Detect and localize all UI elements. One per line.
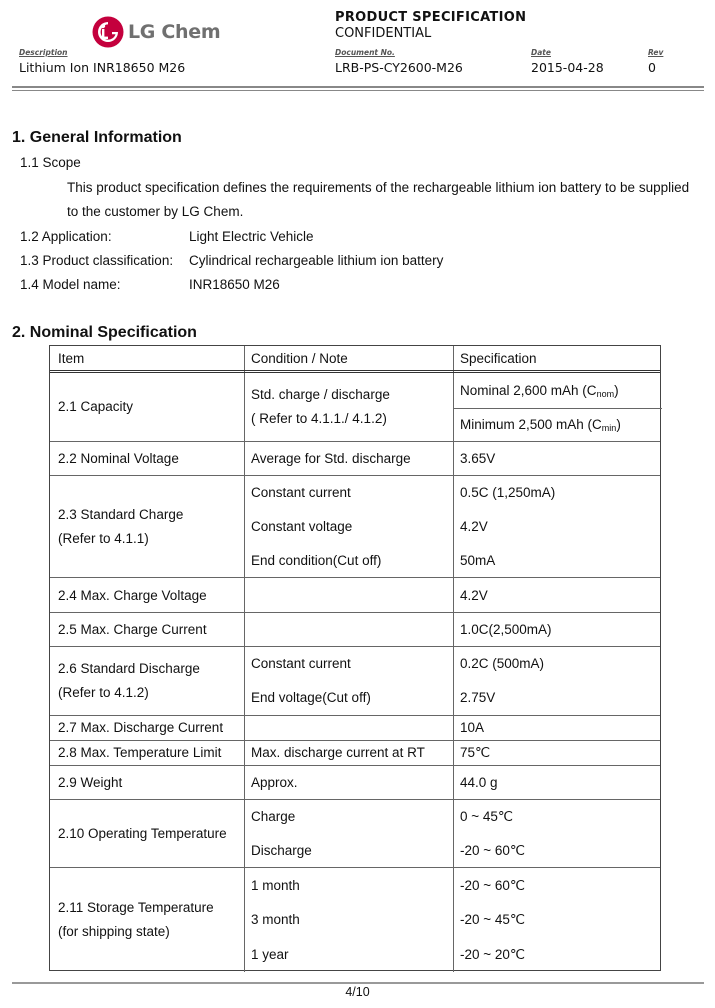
max-charge-voltage-item: 2.4 Max. Charge Voltage [58,588,207,603]
general-info-heading: 1. General Information [12,129,182,146]
nominal-spec-table [49,345,661,971]
operating-temp-condition: Charge [251,809,296,824]
page-number: 4/10 [345,985,370,999]
max-discharge-current-spec: 10A [460,720,485,735]
row-divider [50,612,660,613]
scope-text-line2: to the customer by LG Chem. [67,204,244,219]
col-header-specification: Specification [460,351,537,366]
lg-chem-logo [92,16,220,48]
rev-value: 0 [648,60,656,75]
header-divider-thin [12,90,704,91]
storage-temp-condition: 1 year [251,947,289,962]
row-divider [50,646,660,647]
capacity-minimum: Minimum 2,500 mAh $(C_{min})$ [460,417,621,433]
std-discharge-ref: (Refer to 4.1.2) [58,685,149,700]
nominal-voltage-item: 2.2 Nominal Voltage [58,451,179,466]
std-discharge-condition: Constant current [251,656,351,671]
std-charge-spec: 50mA [460,553,496,568]
storage-temp-note: (for shipping state) [58,924,170,939]
rev-label: Rev [648,48,664,57]
std-charge-ref: (Refer to 4.1.1) [58,531,149,546]
std-charge-spec: 4.2V [460,519,488,534]
max-temp-item: 2.8 Max. Temperature Limit [58,745,222,760]
row-divider [50,370,660,371]
row-divider [50,867,660,868]
footer-divider [12,982,704,984]
std-discharge-item: 2.6 Standard Discharge [58,661,200,676]
row-divider [50,577,660,578]
application-value: Light Electric Vehicle [189,229,314,244]
std-discharge-condition: End voltage(Cut off) [251,690,371,705]
capacity-nominal: Nominal 2,600 mAh $(C_{nom})$ [460,383,619,399]
col-header-item: Item [58,351,85,366]
capacity-item: 2.1 Capacity [58,399,134,414]
row-divider [50,715,660,716]
storage-temp-condition: 3 month [251,912,300,927]
max-charge-current-item: 2.5 Max. Charge Current [58,622,207,637]
std-charge-condition: End condition(Cut off) [251,553,382,568]
row-divider [50,740,660,741]
classification-label: 1.3 Product classification: [20,253,174,268]
std-charge-item: 2.3 Standard Charge [58,507,184,522]
operating-temp-spec: -20 ~ 60℃ [460,843,526,858]
date-label: Date [531,48,551,57]
description-value: Lithium Ion INR18650 M26 [19,60,186,75]
row-divider [50,441,660,442]
storage-temp-condition: 1 month [251,878,300,893]
application-label: 1.2 Application: [20,229,112,244]
confidential-label: CONFIDENTIAL [335,26,432,41]
col-header-condition: Condition / Note [251,351,348,366]
row-divider [50,765,660,766]
document-no-value: LRB-PS-CY2600-M26 [335,60,463,75]
std-charge-condition: Constant current [251,485,351,500]
max-charge-voltage-spec: 4.2V [460,588,488,603]
model-name-value: INR18650 M26 [189,277,280,292]
nominal-voltage-spec: 3.65V [460,451,496,466]
storage-temp-spec: -20 ~ 20℃ [460,947,526,962]
weight-spec: 44.0 g [460,775,498,790]
std-discharge-spec: 2.75V [460,690,496,705]
model-name-label: 1.4 Model name: [20,277,121,292]
classification-value: Cylindrical rechargeable lithium ion battery [189,253,444,268]
max-charge-current-spec: 1.0C(2,500mA) [460,622,552,637]
operating-temp-condition: Discharge [251,843,312,858]
header-divider [12,86,704,88]
nominal-spec-heading: 2. Nominal Specification [12,324,197,341]
scope-text-line1: This product specification defines the requirements of the rechargeable lithium ion battery to be supplied [67,180,690,195]
capacity-condition-1: Std. charge / discharge [251,387,390,402]
max-discharge-current-item: 2.7 Max. Discharge Current [58,720,224,735]
std-discharge-spec: 0.2C (500mA) [460,656,545,671]
lg-logo-icon [92,16,124,48]
row-divider [453,408,662,409]
row-divider [50,799,660,800]
std-charge-condition: Constant voltage [251,519,353,534]
date-value: 2015-04-28 [531,60,604,75]
scope-label: 1.1 Scope [20,155,81,170]
storage-temp-spec: -20 ~ 60℃ [460,878,526,893]
column-divider [453,346,454,972]
max-temp-spec: 75℃ [460,745,491,760]
doc-title: PRODUCT SPECIFICATION [335,10,527,25]
storage-temp-item: 2.11 Storage Temperature [58,900,214,915]
operating-temp-spec: 0 ~ 45℃ [460,809,514,824]
weight-condition: Approx. [251,775,298,790]
nominal-voltage-condition: Average for Std. discharge [251,451,411,466]
max-temp-condition: Max. discharge current at RT [251,745,425,760]
document-no-label: Document No. [335,48,395,57]
capacity-condition-2: ( Refer to 4.1.1./ 4.1.2) [251,411,387,426]
description-label: Description [19,48,68,57]
storage-temp-spec: -20 ~ 45℃ [460,912,526,927]
weight-item: 2.9 Weight [58,775,123,790]
brand-name: LG Chem [128,21,221,43]
row-divider [50,475,660,476]
column-divider [244,346,245,972]
operating-temp-item: 2.10 Operating Temperature [58,826,227,841]
std-charge-spec: 0.5C (1,250mA) [460,485,556,500]
row-divider [50,372,660,373]
